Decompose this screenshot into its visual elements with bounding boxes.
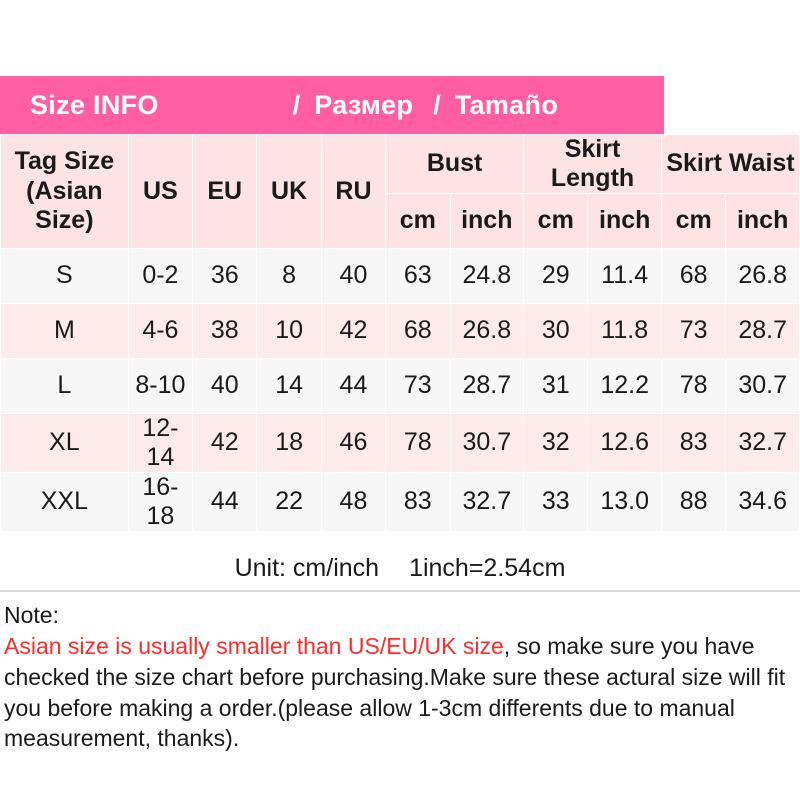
cell-tag: XL xyxy=(1,413,129,472)
cell-waist-cm: 73 xyxy=(661,303,725,358)
cell-bust-cm: 68 xyxy=(386,303,450,358)
table-row xyxy=(1,413,800,472)
table-row xyxy=(1,358,800,413)
cell-waist-inch: 28.7 xyxy=(726,303,800,358)
cell-bust-cm: 73 xyxy=(386,358,450,413)
cell-waist-inch: 30.7 xyxy=(726,358,800,413)
cell-tag: S xyxy=(1,248,129,303)
header-separator-1: / xyxy=(292,89,301,120)
header-ru: RU xyxy=(321,135,385,249)
cell-bust-inch: 28.7 xyxy=(450,358,524,413)
cell-length-cm: 30 xyxy=(524,303,588,358)
header-tag-size: Tag Size (Asian Size) xyxy=(1,135,129,249)
cell-bust-inch: 30.7 xyxy=(450,413,524,472)
cell-length-inch: 12.2 xyxy=(588,358,662,413)
note-rest: , so make sure you have checked the size chart before purchasing.Make sure these actural size will fit you before making a order.(please allow 1-3cm differents due to manual measurement, thanks). xyxy=(4,633,786,752)
cell-length-cm: 33 xyxy=(524,472,588,531)
cell-length-inch: 11.4 xyxy=(588,248,662,303)
cell-bust-inch: 26.8 xyxy=(450,303,524,358)
cell-uk: 22 xyxy=(257,472,321,531)
cell-waist-cm: 68 xyxy=(661,248,725,303)
header-bar xyxy=(0,76,664,134)
header-title-en: Size INFO xyxy=(30,89,159,120)
table-row xyxy=(1,472,800,531)
header-length-cm: cm xyxy=(524,193,588,248)
table-row xyxy=(1,303,800,358)
cell-eu: 40 xyxy=(193,358,257,413)
cell-tag: XXL xyxy=(1,472,129,531)
cell-bust-inch: 24.8 xyxy=(450,248,524,303)
cell-waist-cm: 78 xyxy=(661,358,725,413)
cell-us: 16-18 xyxy=(128,472,192,531)
cell-bust-inch: 32.7 xyxy=(450,472,524,531)
header-length-inch: inch xyxy=(588,193,662,248)
header-waist-cm: cm xyxy=(661,193,725,248)
cell-length-cm: 29 xyxy=(524,248,588,303)
cell-length-inch: 12.6 xyxy=(588,413,662,472)
cell-waist-cm: 83 xyxy=(661,413,725,472)
cell-eu: 42 xyxy=(193,413,257,472)
cell-bust-cm: 63 xyxy=(386,248,450,303)
header-bust-inch: inch xyxy=(450,193,524,248)
cell-uk: 18 xyxy=(257,413,321,472)
cell-length-inch: 13.0 xyxy=(588,472,662,531)
header-us: US xyxy=(128,135,192,249)
size-table-container xyxy=(0,134,800,532)
cell-ru: 42 xyxy=(321,303,385,358)
cell-uk: 10 xyxy=(257,303,321,358)
header-bust: Bust xyxy=(386,135,524,194)
cell-us: 8-10 xyxy=(128,358,192,413)
note-highlight: Asian size is usually smaller than US/EU/UK size xyxy=(4,633,504,660)
cell-us: 4-6 xyxy=(128,303,192,358)
header-waist-inch: inch xyxy=(726,193,800,248)
cell-uk: 14 xyxy=(257,358,321,413)
cell-uk: 8 xyxy=(257,248,321,303)
cell-length-inch: 11.8 xyxy=(588,303,662,358)
unit-line xyxy=(0,547,800,592)
cell-ru: 46 xyxy=(321,413,385,472)
note-block xyxy=(0,594,800,754)
cell-waist-inch: 32.7 xyxy=(726,413,800,472)
cell-us: 0-2 xyxy=(128,248,192,303)
cell-bust-cm: 83 xyxy=(386,472,450,531)
header-title-ru: Размер xyxy=(314,89,414,120)
header-bust-cm: cm xyxy=(386,193,450,248)
header-separator-2: / xyxy=(433,89,441,120)
header-skirt-waist: Skirt Waist xyxy=(661,135,799,194)
size-table xyxy=(0,134,800,532)
cell-eu: 44 xyxy=(193,472,257,531)
cell-waist-inch: 26.8 xyxy=(726,248,800,303)
cell-bust-cm: 78 xyxy=(386,413,450,472)
cell-tag: M xyxy=(1,303,129,358)
cell-length-cm: 32 xyxy=(524,413,588,472)
cell-waist-cm: 88 xyxy=(661,472,725,531)
cell-eu: 38 xyxy=(193,303,257,358)
note-label: Note: xyxy=(4,602,59,628)
header-eu: EU xyxy=(193,135,257,249)
cell-length-cm: 31 xyxy=(524,358,588,413)
header-title-es: Tamaño xyxy=(454,89,559,120)
cell-ru: 44 xyxy=(321,358,385,413)
cell-us: 12-14 xyxy=(128,413,192,472)
note-body xyxy=(4,631,794,753)
table-row xyxy=(1,248,800,303)
table-header-group-row xyxy=(1,135,800,194)
cell-ru: 40 xyxy=(321,248,385,303)
cell-eu: 36 xyxy=(193,248,257,303)
unit-conversion: 1inch=2.54cm xyxy=(409,554,566,582)
header-uk: UK xyxy=(257,135,321,249)
unit-text: Unit: cm/inch xyxy=(234,554,380,582)
header-skirt-length: Skirt Length xyxy=(524,135,662,194)
cell-waist-inch: 34.6 xyxy=(726,472,800,531)
cell-tag: L xyxy=(1,358,129,413)
cell-ru: 48 xyxy=(321,472,385,531)
